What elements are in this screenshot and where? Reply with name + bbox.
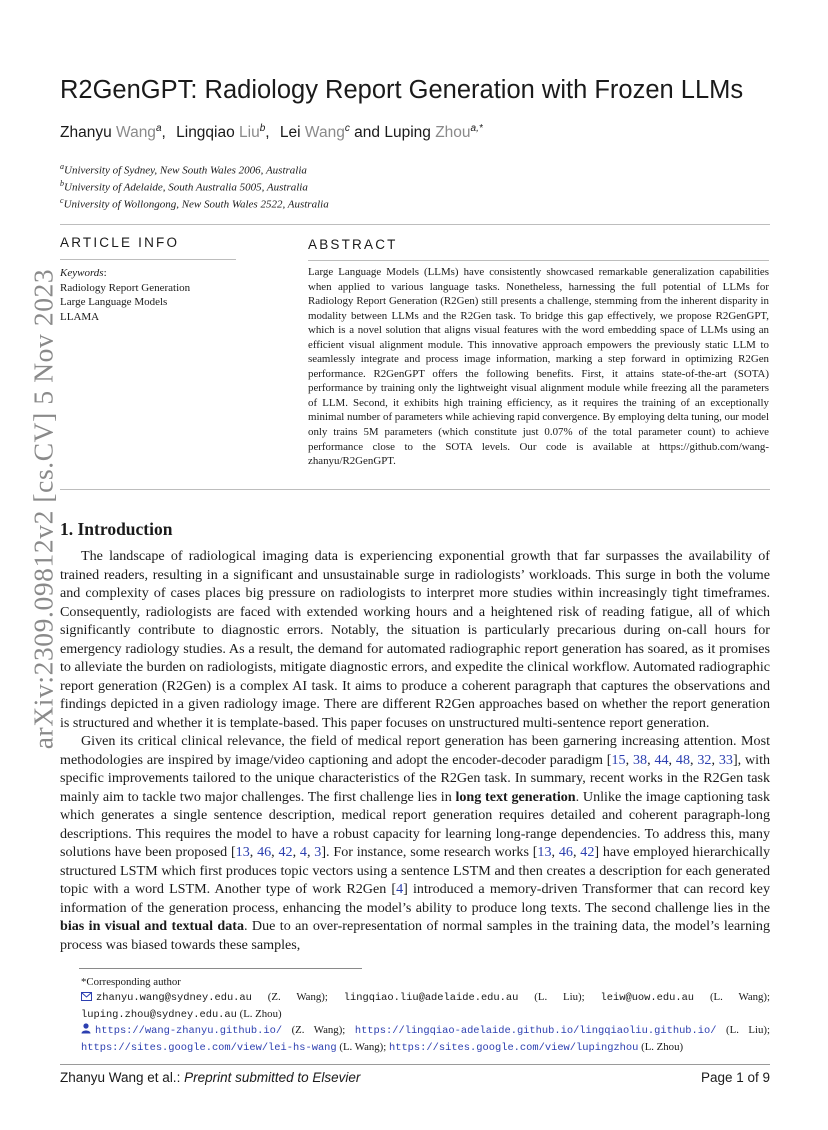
footnote-divider (79, 968, 362, 969)
email-address[interactable]: zhanyu.wang@sydney.edu.au (96, 992, 252, 1005)
header-divider (60, 224, 770, 225)
author: Lei Wang$^c$ (279, 123, 350, 142)
envelope-icon (81, 991, 92, 1006)
citation-link[interactable]: 4 (299, 844, 307, 860)
keywords-block: Keywords: Radiology Report Generation Large Language Models LLAMA (60, 267, 191, 323)
footer-divider (60, 1064, 770, 1065)
affiliation: $^b$University of Adelaide, South Australia 5005, Australia (60, 179, 308, 194)
citation-link[interactable]: 44 (654, 751, 669, 768)
homepage-link[interactable]: https://sites.google.com/view/lupingzhou (388, 1041, 639, 1054)
email-address[interactable]: lingqiao.liu@adelaide.edu.au (343, 992, 519, 1005)
email-address[interactable]: leiw@uow.edu.au (600, 992, 695, 1005)
citation-link[interactable]: 13 (235, 844, 250, 860)
homepage-link[interactable]: https://lingqiao-adelaide.github.io/lingqiaoliu.github.io/ (354, 1025, 717, 1038)
author-list: Zhanyu Wang$^a$, Lingqiao Liu$^b$, Lei Wang$^c$ and Luping Zhou$^{a,*}$ (60, 123, 483, 142)
author: Lingqiao Liu$^b$ (176, 123, 266, 142)
emphasis: long text generation (455, 788, 576, 805)
paper-title: R2GenGPT: Radiology Report Generation with Frozen LLMs (60, 76, 744, 104)
article-info-divider (60, 259, 236, 260)
page-footer (60, 1070, 770, 1085)
emphasis: bias in visual and textual data (60, 918, 245, 934)
citation-link[interactable]: 32 (697, 751, 712, 768)
footnotes (60, 975, 770, 1056)
introduction-body (60, 547, 770, 954)
citation-link[interactable]: 48 (675, 751, 690, 768)
citation-link[interactable]: 46 (558, 844, 573, 860)
citation-link[interactable]: 13 (537, 844, 552, 860)
keyword: LLAMA (60, 310, 100, 323)
abstract-heading: ABSTRACT (308, 237, 398, 252)
affiliation: $^a$University of Sydney, New South Wales 2006, Australia (60, 162, 307, 177)
homepage-link[interactable]: https://wang-zhanyu.github.io/ (95, 1025, 283, 1038)
abstract-divider (308, 260, 769, 261)
citation-link[interactable]: 42 (278, 844, 293, 860)
abstract-text: Large Language Models (LLMs) have consistently showcased remarkable generalization capabilities when applied to various language tasks. Nonetheless, harnessing the full potential of LLMs for Radiology Report Generation (R2Gen) still presents a challenge, stemming from the inherent disparity in modality between LLMs and the R2Gen task. To bridge this gap effectively, we propose R2GenGPT, which is a novel solution that aligns visual features with the word embedding space of LLMs using an efficient visual alignment module. This innovative approach empowers the previously static LLM to seamlessly integrate and process image information, marking a step forward in optimizing R2Gen performance. R2GenGPT offers the following benefits. First, it attains state-of-the-art (SOTA) performance by training only the lightweight visual alignment module while freezing all the parameters of LLM. Second, it exhibits high training efficiency, as it requires the training of an exceptionally minimal number of parameters while achieving rapid convergence. By employing delta tuning, our model only trains 5M parameters (which constitute just 0.07% of the total parameter count) to achieve performance close to the SOTA levels. Our code is available at https://github.com/wang-zhanyu/R2GenGPT. (308, 266, 770, 468)
citation-link[interactable]: 4 (396, 881, 404, 897)
author-conjunction: and (354, 124, 381, 142)
footer-note: Preprint submitted to Elsevier (184, 1070, 361, 1085)
arxiv-stamp-text: arXiv:2309.09812v2 [cs.CV] 5 Nov 2023 (27, 268, 58, 750)
email-address[interactable]: luping.zhou@sydney.edu.au (81, 1008, 237, 1021)
keyword: Large Language Models (60, 296, 168, 309)
affiliation: $^c$University of Wollongong, New South Wales 2522, Australia (60, 196, 329, 211)
corresponding-author-note: *Corresponding author (81, 976, 181, 988)
user-icon (81, 1023, 91, 1039)
abstract-bottom-divider (60, 489, 770, 490)
footer-left: Zhanyu Wang et al.: Preprint submitted to Elsevier (60, 1070, 361, 1085)
keywords-label: Keywords (60, 267, 104, 279)
citation-link[interactable]: 42 (580, 844, 595, 860)
citation-link[interactable]: 46 (257, 844, 272, 860)
homepage-footnote: https://wang-zhanyu.github.io/ (Z. Wang); https://lingqiao-adelaide.github.io/lingqiaoliu.github.io/ (L. Liu); https://sites.google.com/view/lei-hs-wang (L. Wang); https://sites.google.com/view/lupingzhou (L. Zhou) (81, 1024, 770, 1054)
email-footnote: zhanyu.wang@sydney.edu.au (Z. Wang); lingqiao.liu@adelaide.edu.au (L. Liu); leiw@uow.edu.au (L. Wang); luping.zhou@sydney.edu.au (L. Zhou) (81, 991, 771, 1021)
citation-link[interactable]: 33 (718, 751, 733, 768)
keyword: Radiology Report Generation (60, 281, 191, 294)
paragraph: The landscape of radiological imaging data is experiencing exponential growth that far surpasses the availability of trained readers, resulting in a significant and unsustainable surge in radiologists’ workloads. This surge in both the volume and complexity of cases places big pressure on radiologists to interpret more studies within increasingly tight timeframes. Consequently, radiologists are faced with extended working hours and a heightened risk of reading fatigue, all of which significantly contribute to diagnostic errors. Notably, the situation is particularly precarious during on-call hours for emergency radiology studies. As a result, the demand for automated radiographic report generation has soared, as it promises to alleviate the burden on radiologists, mitigate diagnostic errors, and expedite the clinical workflow. Automated radiographic report generation (R2Gen) is a complex AI task. It aims to produce a coherent paragraph that captures the observations and findings depicted in a given radiology image. There are different R2Gen approaches based on whether the report generation is structured and whether it is template-based. This paper focuses on unstructured multi-sentence report generation. (60, 548, 770, 731)
introduction-heading: 1. Introduction (60, 519, 173, 539)
citation-link[interactable]: 3 (314, 844, 322, 860)
paragraph: Given its critical clinical relevance, the field of medical report generation has been garnering increasing attention. Most methodologies are inspired by image/video captioning and adopt the encoder-decoder paradigm [15, 38, 44, 48, 32, 33], with specific improvements tailored to the unique characteristics of the R2Gen task. In summary, recent works in the R2Gen task mainly aim to tackle two major challenges. The first challenge lies in long text generation. Unlike the image captioning task which generates a single sentence description, medical report generation requires detailed and coherent paragraph-long descriptions. This requires the model to have a robust capacity for learning long-range dependencies. To address this, many solutions have been proposed [13, 46, 42, 4, 3]. For instance, some research works [13, 46, 42] have employed hierarchically structured LSTM which first produces topic vectors using a sentence LSTM and then creates a description for each generated topic with a word LSTM. Another type of work R2Gen [4] introduced a memory-driven Transformer that can record key information of the generation process, enhancing the model’s ability to produce long texts. The second challenge lies in the bias in visual and textual data. Due to an over-representation of normal samples in the training data, the model’s learning process was biased towards these samples, (60, 733, 771, 953)
article-info-heading: ARTICLE INFO (60, 235, 180, 250)
author: Luping Zhou$^{a,*}$ (384, 123, 483, 142)
page-number: Page 1 of 9 (700, 1070, 770, 1085)
homepage-link[interactable]: https://sites.google.com/view/lei-hs-wang (81, 1041, 337, 1054)
citation-link[interactable]: 15 (611, 751, 626, 768)
author: Zhanyu Wang$^a$ (60, 123, 162, 142)
citation-link[interactable]: 38 (632, 751, 648, 768)
